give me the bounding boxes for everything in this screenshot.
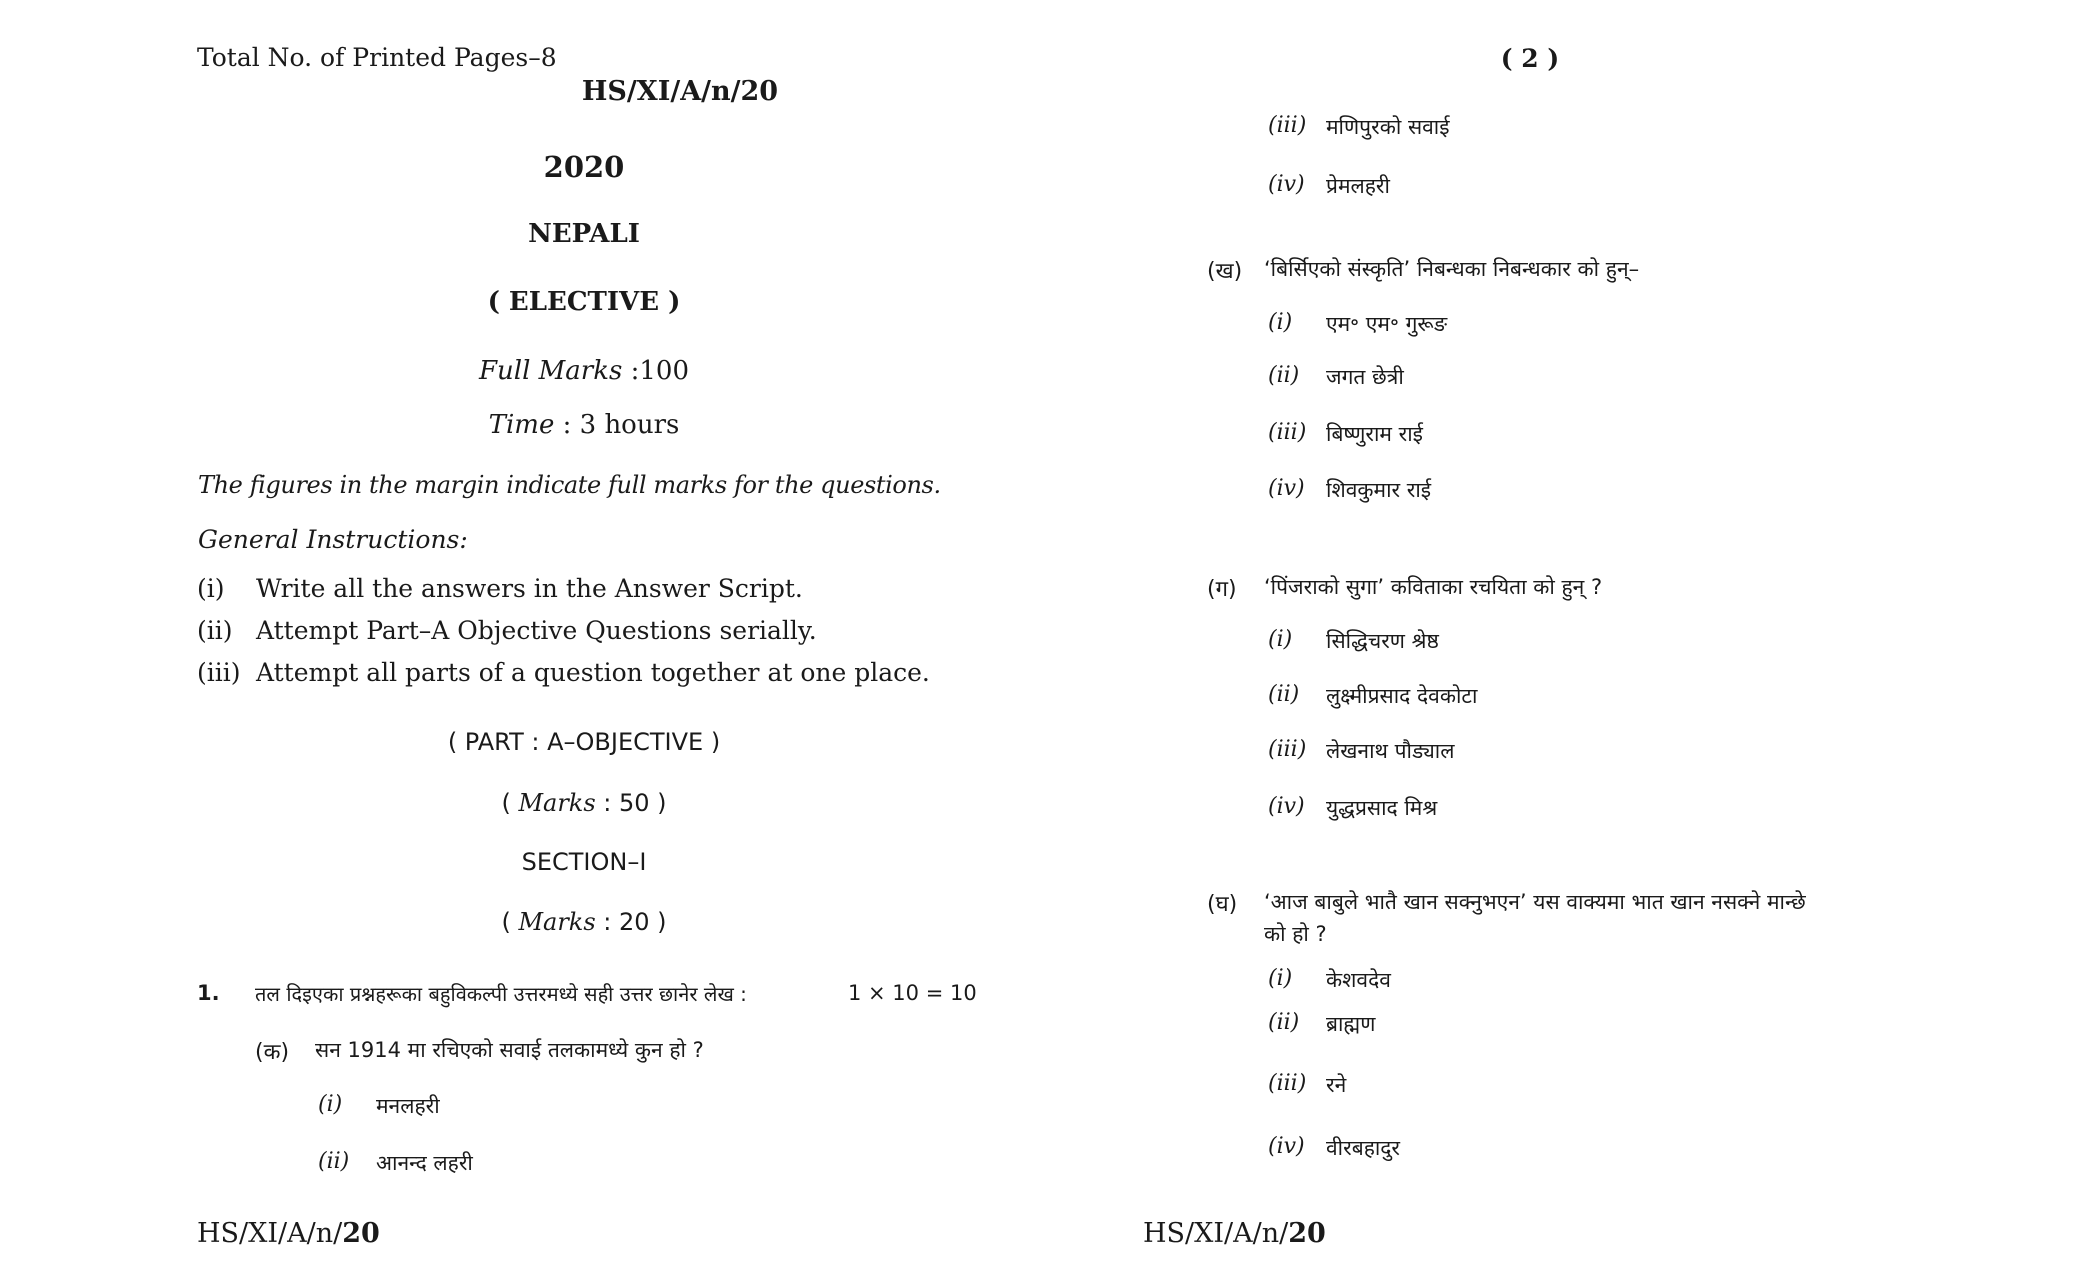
full-marks-value: :100 xyxy=(622,356,689,386)
subquestion-text-line2: को हो ? xyxy=(1264,922,1327,946)
section-marks-open: ( xyxy=(501,908,519,936)
option-text: लेखनाथ पौड्याल xyxy=(1326,739,1455,763)
part-marks xyxy=(384,789,784,817)
option-text: युद्धप्रसाद मिश्र xyxy=(1326,796,1438,820)
instruction-text: Write all the answers in the Answer Script. xyxy=(256,574,803,603)
section-marks xyxy=(384,908,784,936)
instruction-num: (i) xyxy=(197,574,225,603)
option-text: लुक्ष्मीप्रसाद देवकोटा xyxy=(1326,684,1478,708)
option-num: (ii) xyxy=(1268,363,1300,388)
instructions-heading: General Instructions: xyxy=(198,525,468,554)
exam-time xyxy=(384,410,784,440)
printed-pages-count: Total No. of Printed Pages–8 xyxy=(197,43,557,72)
option-num: (iii) xyxy=(1268,737,1307,762)
question-text: तल दिइएका प्रश्नहरूका बहुविकल्पी उत्तरमध्ये सही उत्तर छानेर लेख : xyxy=(255,982,747,1006)
option-text: आनन्द लहरी xyxy=(376,1151,473,1175)
left-footer-code-year: 20 xyxy=(342,1218,380,1249)
option-num: (ii) xyxy=(1268,682,1300,707)
option-text: सिद्धिचरण श्रेष्ठ xyxy=(1326,629,1439,653)
full-marks xyxy=(384,356,784,386)
right-footer-code-year: 20 xyxy=(1288,1218,1326,1249)
section-heading: SECTION–I xyxy=(521,848,647,876)
subquestion-text-line1: ‘आज बाबुले भातै खान सक्नुभएन’ यस वाक्यमा भात खान नसक्ने मान्छे xyxy=(1264,890,1806,914)
time-value: : 3 hours xyxy=(554,410,680,440)
subject-title: NEPALI xyxy=(528,219,640,249)
part-heading: ( PART : A–OBJECTIVE ) xyxy=(447,728,721,756)
option-text: प्रेमलहरी xyxy=(1326,174,1390,198)
option-text: रने xyxy=(1326,1073,1347,1097)
section-marks-value: : 20 ) xyxy=(595,908,667,936)
paper-type: ( ELECTIVE ) xyxy=(487,287,681,317)
paper-code-header: HS/XI/A/n/20 xyxy=(581,76,779,107)
option-num: (i) xyxy=(1268,310,1293,335)
instruction-text: Attempt all parts of a question together at one place. xyxy=(256,658,930,687)
instruction-text: Attempt Part–A Objective Questions serially. xyxy=(256,616,817,645)
part-marks-open: ( xyxy=(501,789,519,817)
option-num: (iv) xyxy=(1268,172,1305,197)
subquestion-text: ‘बिर्सिएको संस्कृति’ निबन्धका निबन्धकार को हुन्– xyxy=(1264,257,1640,281)
full-marks-label: Full Marks xyxy=(479,356,623,386)
subquestion-text: सन 1914 मा रचिएको सवाई तलकामध्ये कुन हो ? xyxy=(315,1038,704,1062)
left-footer-code xyxy=(197,1218,380,1249)
option-text: केशवदेव xyxy=(1326,968,1391,992)
option-num: (ii) xyxy=(318,1149,350,1174)
option-num: (iv) xyxy=(1268,1134,1305,1159)
right-footer-code xyxy=(1143,1218,1326,1249)
option-num: (i) xyxy=(1268,966,1293,991)
option-text: एम॰ एम॰ गुरूङ xyxy=(1326,312,1448,336)
option-num: (iv) xyxy=(1268,476,1305,501)
left-footer-code-prefix: HS/XI/A/n/ xyxy=(197,1218,343,1249)
subquestion-label: (क) xyxy=(255,1040,290,1065)
exam-year: 2020 xyxy=(543,150,625,184)
subquestion-text: ‘पिंजराको सुगा’ कविताका रचयिता को हुन् ? xyxy=(1264,575,1603,599)
part-marks-label: Marks xyxy=(518,789,596,817)
option-num: (iii) xyxy=(1268,1071,1307,1096)
question-number: 1. xyxy=(197,981,220,1005)
option-num: (ii) xyxy=(1268,1010,1300,1035)
subquestion-label: (ख) xyxy=(1207,259,1243,284)
part-marks-value: : 50 ) xyxy=(595,789,667,817)
option-num: (iii) xyxy=(1268,420,1307,445)
page-number: ( 2 ) xyxy=(1500,44,1560,73)
option-text: मनलहरी xyxy=(376,1094,440,1118)
instruction-num: (ii) xyxy=(197,616,233,645)
subquestion-label: (ग) xyxy=(1207,577,1237,602)
option-num: (iv) xyxy=(1268,794,1305,819)
option-text: जगत छेत्री xyxy=(1326,365,1404,389)
option-num: (i) xyxy=(318,1092,343,1117)
option-num: (i) xyxy=(1268,627,1293,652)
option-text: वीरबहादुर xyxy=(1326,1136,1401,1160)
right-footer-code-prefix: HS/XI/A/n/ xyxy=(1143,1218,1289,1249)
option-text: शिवकुमार राई xyxy=(1326,478,1432,502)
option-text: बिष्णुराम राई xyxy=(1326,422,1423,446)
option-text: मणिपुरको सवाई xyxy=(1326,115,1450,139)
time-label: Time xyxy=(488,410,555,440)
option-num: (iii) xyxy=(1268,113,1307,138)
option-text: ब्राह्मण xyxy=(1326,1012,1376,1036)
instruction-num: (iii) xyxy=(197,658,241,687)
subquestion-label: (घ) xyxy=(1207,892,1238,917)
question-marks: 1 × 10 = 10 xyxy=(848,981,977,1005)
section-marks-label: Marks xyxy=(518,908,596,936)
margin-note: The figures in the margin indicate full marks for the questions. xyxy=(198,471,941,499)
